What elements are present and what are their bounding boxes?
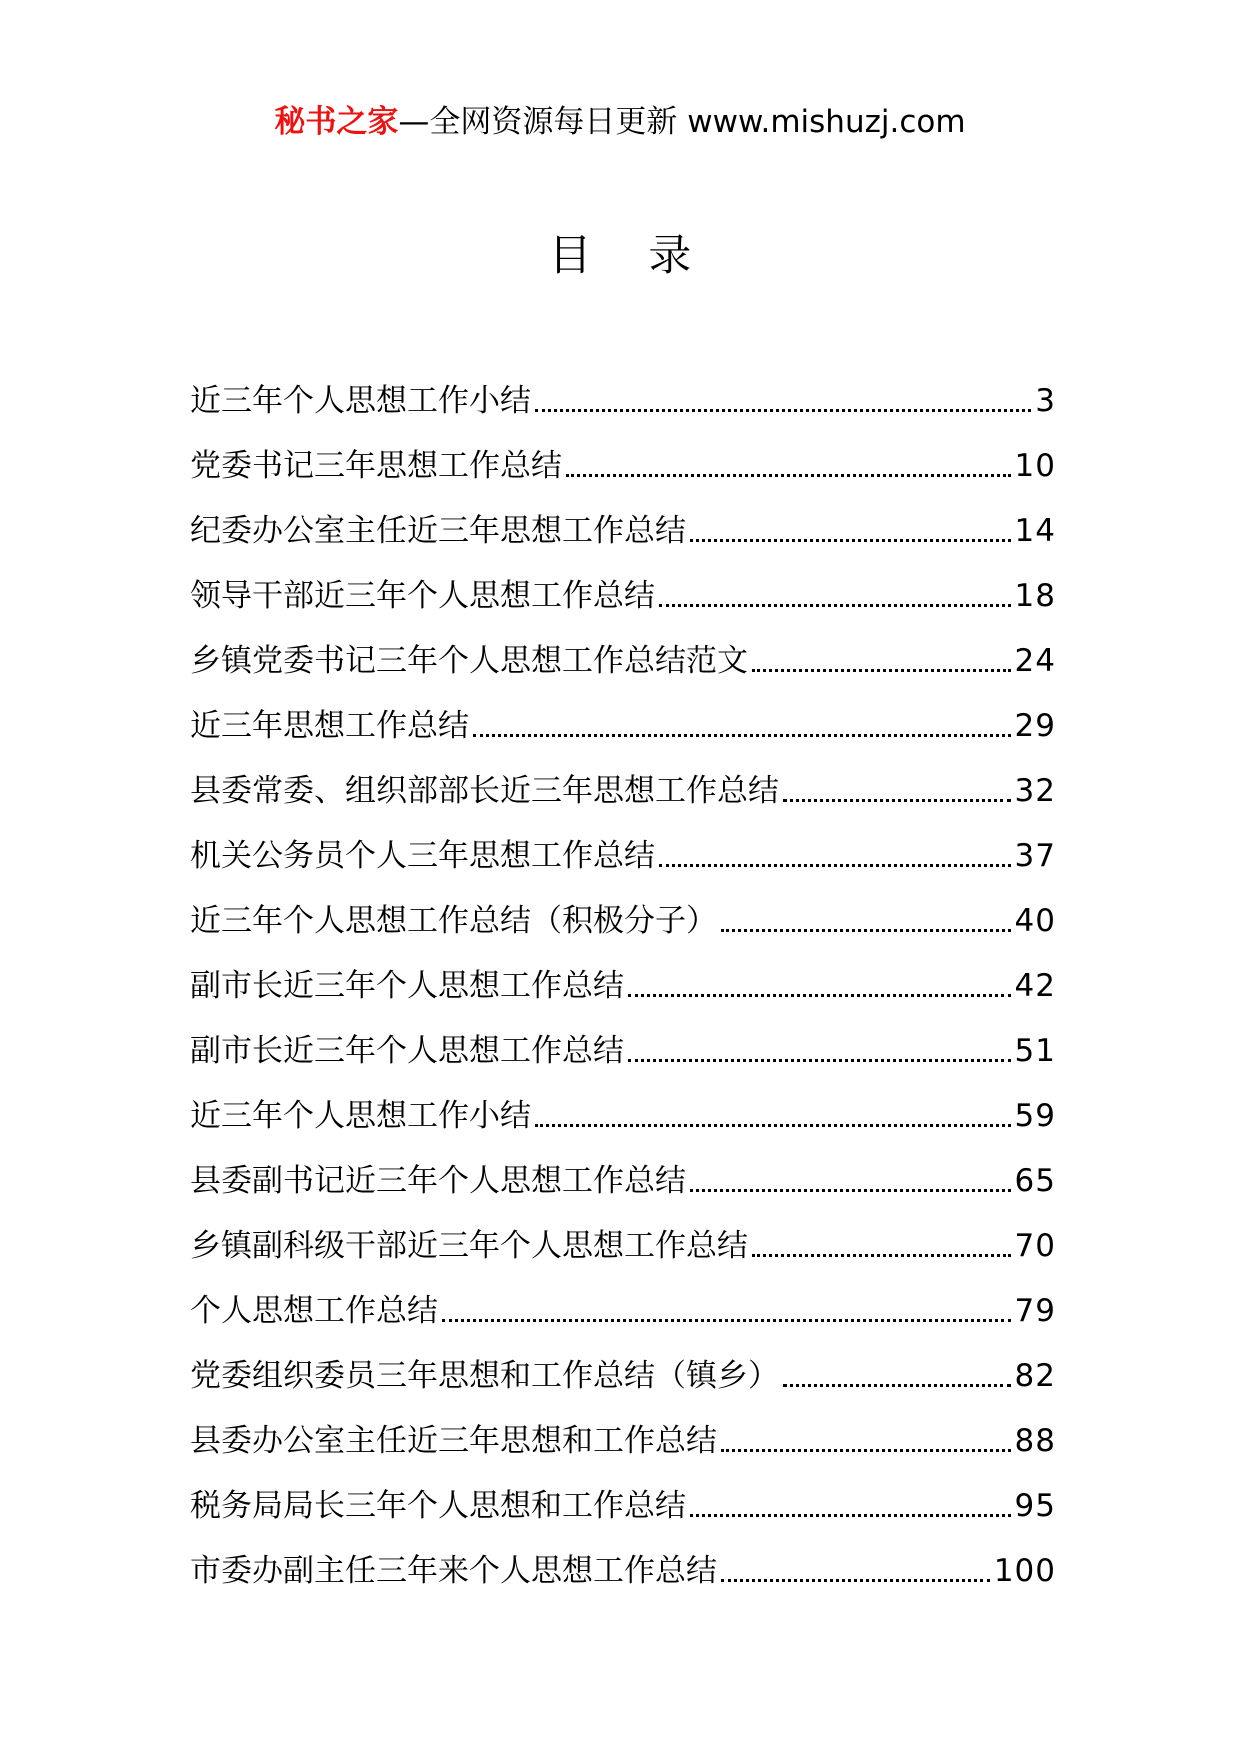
toc-dot-leader xyxy=(783,1384,1011,1387)
toc-entry-page: 14 xyxy=(1014,513,1056,549)
page-title: 目 录 xyxy=(548,231,713,281)
toc-entry-page: 88 xyxy=(1014,1423,1056,1459)
toc-dot-leader xyxy=(721,929,1011,932)
toc-entry-page: 3 xyxy=(1035,383,1056,419)
toc-dot-leader xyxy=(628,1059,1011,1062)
toc-entry-page: 10 xyxy=(1014,448,1056,484)
toc-entry[interactable] xyxy=(190,878,1056,943)
toc-entry[interactable] xyxy=(190,683,1056,748)
toc-dot-leader xyxy=(690,1514,1011,1517)
toc-dot-leader xyxy=(690,1189,1011,1192)
toc-dot-leader xyxy=(566,474,1011,477)
toc-dot-leader xyxy=(783,799,1011,802)
toc-dot-leader xyxy=(690,539,1011,542)
toc-dot-leader xyxy=(659,604,1011,607)
toc-entry-title: 近三年个人思想工作小结 xyxy=(190,383,531,419)
toc-entry-title: 党委组织委员三年思想和工作总结（镇乡） xyxy=(190,1358,779,1394)
toc-dot-leader xyxy=(442,1319,1011,1322)
toc-entry-page: 37 xyxy=(1014,838,1056,874)
toc-dot-leader xyxy=(628,994,1011,997)
toc-dot-leader xyxy=(535,409,1031,412)
toc-entry-page: 42 xyxy=(1014,968,1056,1004)
toc-entry[interactable] xyxy=(190,1528,1056,1593)
toc-entry-page: 59 xyxy=(1014,1098,1056,1134)
toc-entry-page: 70 xyxy=(1014,1228,1056,1264)
site-header xyxy=(0,100,1240,144)
toc-entry[interactable] xyxy=(190,1008,1056,1073)
toc-dot-leader xyxy=(752,1254,1011,1257)
toc-dot-leader xyxy=(721,1449,1011,1452)
toc-entry-page: 29 xyxy=(1014,708,1056,744)
toc-entry[interactable] xyxy=(190,1268,1056,1333)
toc-entry-page: 65 xyxy=(1014,1163,1056,1199)
toc-entry[interactable] xyxy=(190,488,1056,553)
toc-entry-title: 市委办副主任三年来个人思想工作总结 xyxy=(190,1553,717,1589)
toc-entry-title: 乡镇党委书记三年个人思想工作总结范文 xyxy=(190,643,748,679)
toc-entry-title: 税务局局长三年个人思想和工作总结 xyxy=(190,1488,686,1524)
toc-entry-title: 乡镇副科级干部近三年个人思想工作总结 xyxy=(190,1228,748,1264)
toc-entry-title: 副市长近三年个人思想工作总结 xyxy=(190,968,624,1004)
toc-entry-title: 个人思想工作总结 xyxy=(190,1293,438,1329)
toc-entry[interactable] xyxy=(190,1398,1056,1463)
toc-entry-page: 51 xyxy=(1014,1033,1056,1069)
toc-entry[interactable] xyxy=(190,1073,1056,1138)
toc-entry-page: 18 xyxy=(1014,578,1056,614)
toc-entry-page: 95 xyxy=(1014,1488,1056,1524)
toc-dot-leader xyxy=(473,734,1011,737)
toc-entry-title: 县委常委、组织部部长近三年思想工作总结 xyxy=(190,773,779,809)
toc-entry-page: 100 xyxy=(993,1553,1056,1589)
toc-entry[interactable] xyxy=(190,1138,1056,1203)
toc-dot-leader xyxy=(752,669,1011,672)
toc-entry-page: 82 xyxy=(1014,1358,1056,1394)
toc-entry[interactable] xyxy=(190,358,1056,423)
toc-entry[interactable] xyxy=(190,618,1056,683)
toc-entry[interactable] xyxy=(190,1463,1056,1528)
toc-entry-title: 机关公务员个人三年思想工作总结 xyxy=(190,838,655,874)
toc-entry-title: 近三年个人思想工作小结 xyxy=(190,1098,531,1134)
toc-entry-title: 党委书记三年思想工作总结 xyxy=(190,448,562,484)
toc-entry[interactable] xyxy=(190,1203,1056,1268)
toc-entry[interactable] xyxy=(190,943,1056,1008)
toc-entry-page: 79 xyxy=(1014,1293,1056,1329)
toc-entry[interactable] xyxy=(190,1333,1056,1398)
toc-entry-title: 县委办公室主任近三年思想和工作总结 xyxy=(190,1423,717,1459)
toc-entry[interactable] xyxy=(190,553,1056,618)
toc-entry-page: 24 xyxy=(1014,643,1056,679)
toc-dot-leader xyxy=(535,1124,1011,1127)
toc-entry-page: 32 xyxy=(1014,773,1056,809)
toc-entry[interactable] xyxy=(190,748,1056,813)
toc-entry-title: 近三年思想工作总结 xyxy=(190,708,469,744)
toc-entry[interactable] xyxy=(190,813,1056,878)
brand-name: 秘书之家 xyxy=(274,104,399,140)
toc-entry-page: 40 xyxy=(1014,903,1056,939)
toc-entry[interactable] xyxy=(190,423,1056,488)
toc-dot-leader xyxy=(721,1579,990,1582)
toc-dot-leader xyxy=(659,864,1011,867)
table-of-contents xyxy=(190,358,1056,1593)
toc-entry-title: 副市长近三年个人思想工作总结 xyxy=(190,1033,624,1069)
site-tagline: —全网资源每日更新 www.mishuzj.com xyxy=(398,104,966,140)
toc-entry-title: 县委副书记近三年个人思想工作总结 xyxy=(190,1163,686,1199)
toc-entry-title: 近三年个人思想工作总结（积极分子） xyxy=(190,903,717,939)
toc-entry-title: 领导干部近三年个人思想工作总结 xyxy=(190,578,655,614)
toc-entry-title: 纪委办公室主任近三年思想工作总结 xyxy=(190,513,686,549)
